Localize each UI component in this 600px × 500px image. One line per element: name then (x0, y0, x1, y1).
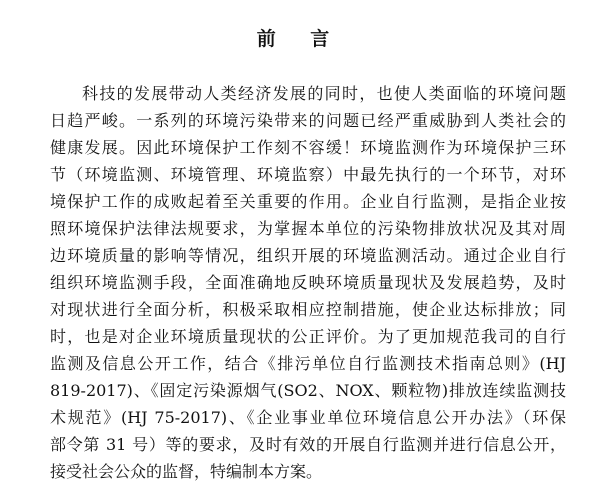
paragraph-line: 健康发展。因此环境保护工作刻不容缓！环境监测作为环境保护三环 (50, 138, 566, 157)
paragraph-line: 边环境质量的影响等情况，组织开展的环境监测活动。通过企业自行 (50, 246, 566, 265)
paragraph-line: 节（环境监测、环境管理、环境监察）中最先执行的一个环节，对环 (50, 165, 566, 184)
paragraph-line: 境保护工作的成败起着至关重要的作用。企业自行监测，是指企业按 (50, 192, 566, 211)
paragraph-line: 照环境保护法律法规要求，为掌握本单位的污染物排放状况及其对周 (50, 219, 566, 238)
paragraph-line: 接受社会公众的监督，特编制本方案。 (50, 462, 323, 481)
page-title: 前 言 (256, 28, 344, 50)
paragraph-line: 组织环境监测手段，全面准确地反映环境质量现状及发展趋势，及时 (50, 273, 566, 292)
paragraph-line: 时，也是对企业环境质量现状的公正评价。为了更加规范我司的自行 (50, 327, 566, 346)
paragraph-line: 819-2017)、《固定污染源烟气(SO2、NOX、颗粒物)排放连续监测技 (50, 381, 566, 400)
paragraph-line: 对现状进行全面分析，积极采取相应控制措施，使企业达标排放；同 (50, 300, 566, 319)
paragraph-line: 日趋严峻。一系列的环境污染带来的问题已经严重威胁到人类社会的 (50, 111, 566, 130)
paragraph-line: 科技的发展带动人类经济发展的同时，也使人类面临的环境问题 (82, 84, 566, 103)
paragraph-line: 监测及信息公开工作，结合《排污单位自行监测技术指南总则》(HJ (50, 354, 566, 373)
paragraph-line: 术规范》(HJ 75-2017)、《企业事业单位环境信息公开办法》（环保 (50, 408, 566, 427)
preface-paragraph (50, 80, 566, 485)
paragraph-line: 部令第 31 号）等的要求，及时有效的开展自行监测并进行信息公开， (50, 435, 566, 454)
